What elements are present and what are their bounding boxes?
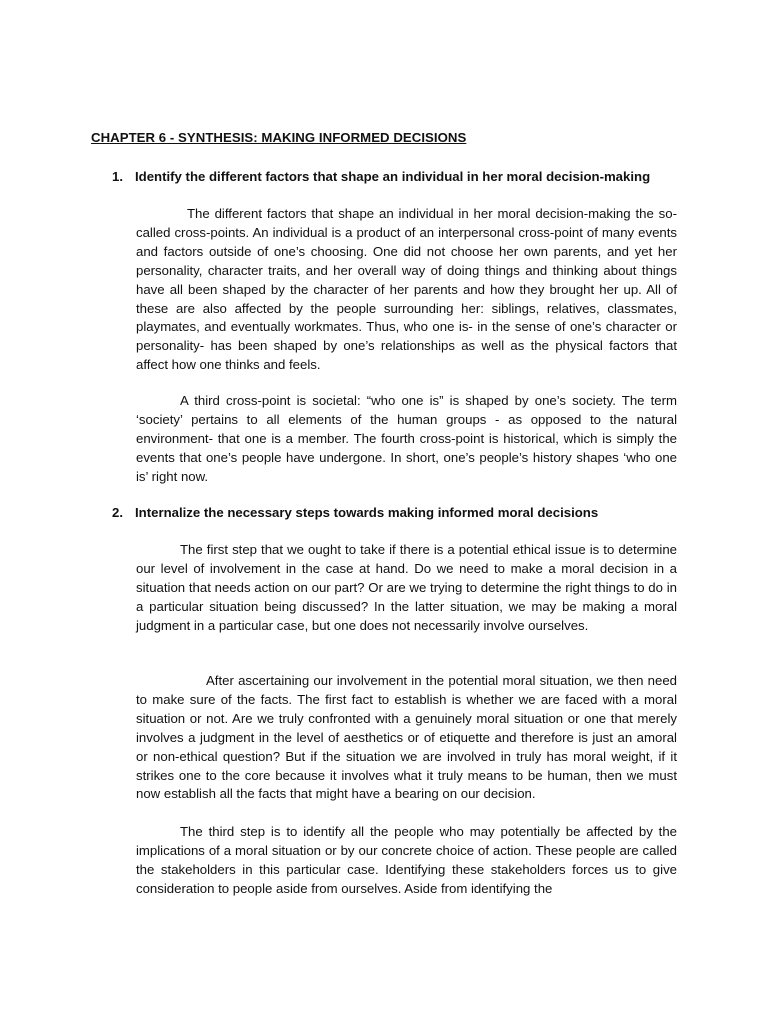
paragraph — [136, 541, 677, 636]
paragraph — [136, 823, 677, 899]
section-heading-1 — [112, 169, 650, 184]
section-heading-text: Identify the different factors that shape an individual in her moral decision-making — [135, 169, 651, 184]
paragraph-text: After ascertaining our involvement in the potential moral situation, we then need to make sure of the facts. The first fact to establish is whether we are faced with a moral situation or not. Are we truly confronted with a genuinely moral situation or one that merely involves a judgment in the level of aesthetics or of etiquette and therefore is just an amoral or non-ethical question? But if the situation we are involved in truly has moral weight, if it strikes one to the core because it involves what it truly means to be human, then we must now establish all the facts that might have a bearing on our decision. — [136, 673, 677, 802]
paragraph-text: The first step that we ought to take if there is a potential ethical issue is to determine our level of involvement in the case at hand. Do we need to make a moral decision in a situation that needs action on our part? Or are we trying to determine the right things to do in a particular situation being discussed? In the latter situation, we may be making a moral judgment in a particular case, but one does not necessarily involve ourselves. — [136, 542, 677, 633]
section-number: 2. — [112, 505, 123, 520]
paragraph-text: The different factors that shape an individual in her moral decision-making the so-called cross-points. An individual is a product of an interpersonal cross-point of many events and factors outside of one’s choosing. One did not choose her own parents, and yet her personality, character traits, and her overall way of doing things and thinking about things have all been shaped by the character of her parents and how they brought her up. All of these are also affected by the people surrounding her: siblings, relatives, classmates, playmates, and eventually workmates. Thus, who one is- in the sense of one’s character or personality- has been shaped by one’s relationships as well as the physical factors that affect how one thinks and feels. — [136, 206, 677, 373]
paragraph — [136, 205, 677, 375]
section-number: 1. — [112, 169, 123, 184]
paragraph-text: The third step is to identify all the people who may potentially be affected by the implications of a moral situation or by our concrete choice of action. These people are called the stakeholders in this particular case. Identifying these stakeholders forces us to give consideration to people aside from ourselves. Aside from identifying the — [136, 824, 677, 896]
section-heading-2 — [112, 505, 598, 520]
paragraph-text: A third cross-point is societal: “who one is” is shaped by one’s society. The term ‘society’ pertains to all elements of the human groups - as opposed to the natural environment- that one is a member. The fourth cross-point is historical, which is simply the events that one’s people have undergone. In short, one’s people’s history shapes ‘who one is’ right now. — [136, 393, 677, 484]
paragraph — [136, 392, 677, 487]
chapter-title: CHAPTER 6 - SYNTHESIS: MAKING INFORMED DECISIONS — [91, 130, 467, 145]
paragraph — [136, 672, 677, 804]
section-heading-text: Internalize the necessary steps towards making informed moral decisions — [135, 505, 599, 520]
